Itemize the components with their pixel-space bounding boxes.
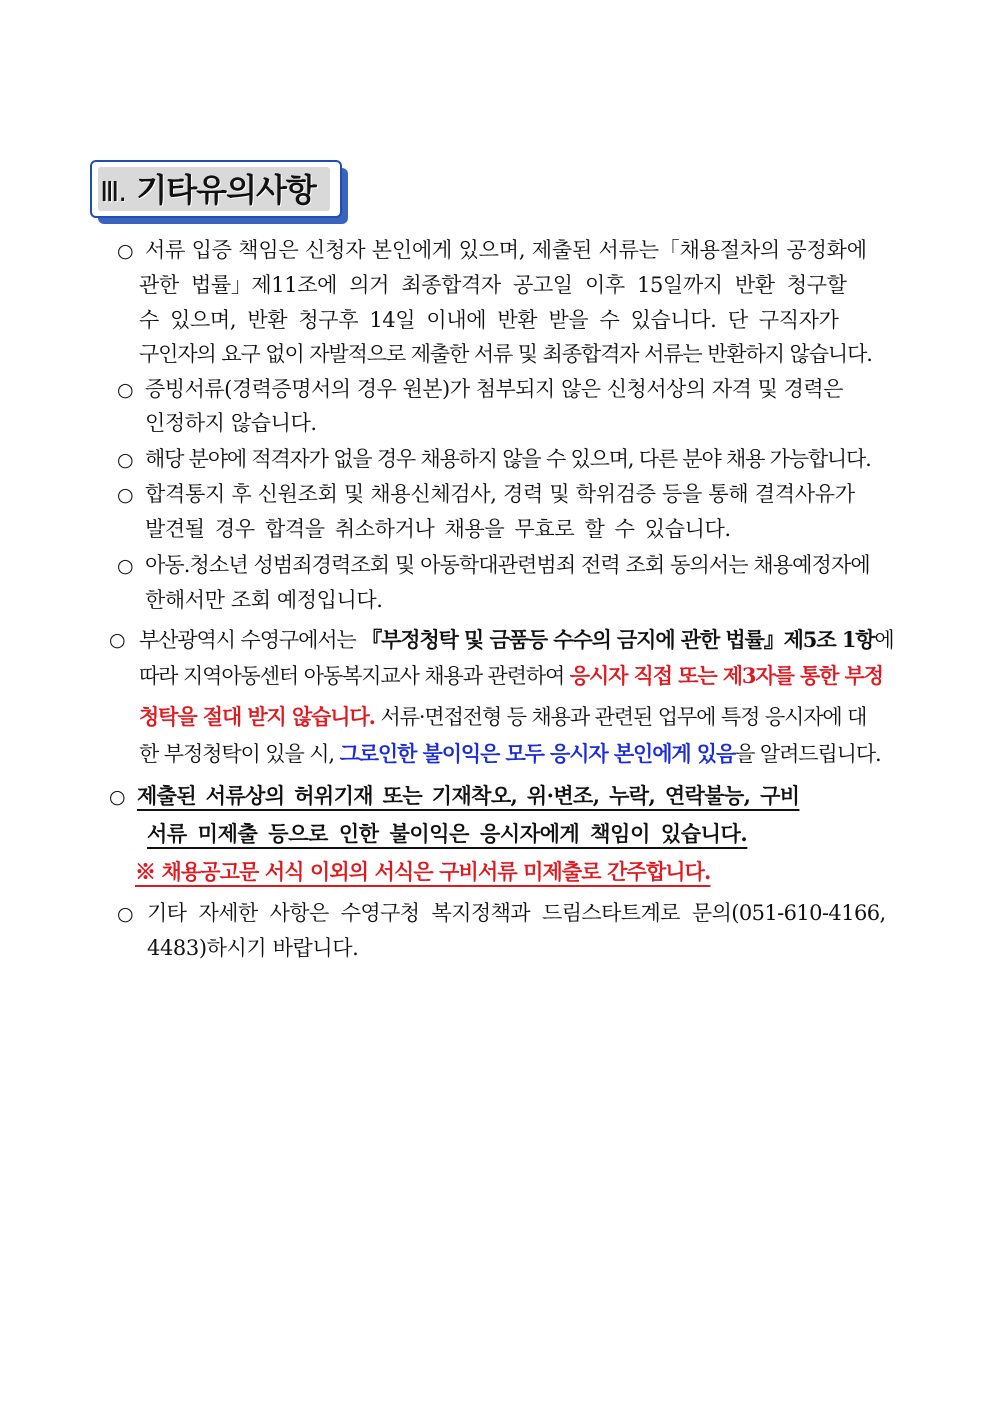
bullet-icon: ○ xyxy=(117,449,134,471)
item-6-line-3-text: 서류·면접전형 등 채용과 관련된 업무에 특정 응시자에 대 xyxy=(374,705,867,729)
item-3-line-1: 해당 분야에 적격자가 없을 경우 채용하지 않을 수 있으며, 다른 분야 채용 가능합니다. xyxy=(145,447,871,471)
item-1-line-2: 관한 법률」제11조에 의거 최종합격자 공고일 이후 15일까지 반환 청구할 xyxy=(139,273,847,297)
bullet-icon: ○ xyxy=(117,555,134,577)
item-8-line-2: 4483)하시기 바랍니다. xyxy=(147,936,359,960)
item-7-line-2: 서류 미제출 등으로 인한 불이익은 응시자에게 책임이 있습니다. xyxy=(147,821,748,846)
bullet-icon: ○ xyxy=(117,903,134,925)
bullet-icon: ○ xyxy=(117,379,134,401)
bullet-icon: ○ xyxy=(117,240,134,262)
section-title-text: 기타유의사항 xyxy=(136,171,316,209)
item-4-line-1: 합격통지 후 신원조회 및 채용신체검사, 경력 및 학위검증 등을 통해 결격사유가 xyxy=(145,482,855,506)
section-title xyxy=(100,168,316,214)
item-6-line-1-text: 부산광역시 수영구에서는 xyxy=(139,628,362,652)
item-6-line-4 xyxy=(139,743,881,765)
item-4-line-2: 발견될 경우 합격을 취소하거나 채용을 무효로 할 수 있습니다. xyxy=(145,517,731,541)
item-2-line-2: 인정하지 않습니다. xyxy=(145,411,317,435)
item-8-line-1: 기타 자세한 사항은 수영구청 복지정책과 드림스타트계로 문의(051-610-4166, xyxy=(147,901,886,925)
warning-text-red: 응시자 직접 또는 제3자를 통한 부정 xyxy=(569,663,883,688)
bullet-icon: ○ xyxy=(109,786,126,808)
item-5-line-2: 한해서만 조회 예정입니다. xyxy=(145,588,383,612)
item-6-line-4-end: 을 알려드립니다. xyxy=(735,742,881,766)
bullet-icon: ○ xyxy=(109,629,126,651)
item-6-line-2 xyxy=(139,665,883,687)
item-6-line-2-text: 따라 지역아동센터 아동복지교사 채용과 관련하여 xyxy=(139,664,570,688)
item-2-line-1: 증빙서류(경력증명서의 경우 원본)가 첨부되지 않은 신청서상의 자격 및 경력은 xyxy=(145,377,843,401)
item-1-line-4: 구인자의 요구 없이 자발적으로 제출한 서류 및 최종합격자 서류는 반환하지 않습니다. xyxy=(139,342,872,366)
item-6-line-1-end: 에 xyxy=(874,628,894,652)
bullet-icon: ○ xyxy=(117,484,134,506)
law-reference: 『부정청탁 및 금품등 수수의 금지에 관한 법률』제5조 1항 xyxy=(361,627,875,652)
item-1-line-1: 서류 입증 책임은 신청자 본인에게 있으며, 제출된 서류는「채용절차의 공정화에 xyxy=(145,238,867,262)
item-6-line-3 xyxy=(139,706,866,728)
item-1-line-3: 수 있으며, 반환 청구후 14일 이내에 반환 받을 수 있습니다. 단 구직자가 xyxy=(139,308,839,332)
warning-text-red-2: 청탁을 절대 받지 않습니다. xyxy=(139,704,375,729)
notice-text-blue: 그로인한 불이익은 모두 응시자 본인에게 있음 xyxy=(339,741,736,766)
item-5-line-1: 아동.청소년 성범죄경력조회 및 아동학대관련범죄 전력 조회 동의서는 채용예정자에 xyxy=(145,553,870,577)
item-7-line-1: 제출된 서류상의 허위기재 또는 기재착오, 위·변조, 누락, 연락불능, 구비 xyxy=(137,783,800,808)
section-number: Ⅲ. xyxy=(100,175,127,208)
item-7-note: ※ 채용공고문 서식 이외의 서식은 구비서류 미제출로 간주합니다. xyxy=(135,859,711,884)
item-6-line-1 xyxy=(139,629,894,651)
item-6-line-4-text: 한 부정청탁이 있을 시, xyxy=(139,742,340,766)
